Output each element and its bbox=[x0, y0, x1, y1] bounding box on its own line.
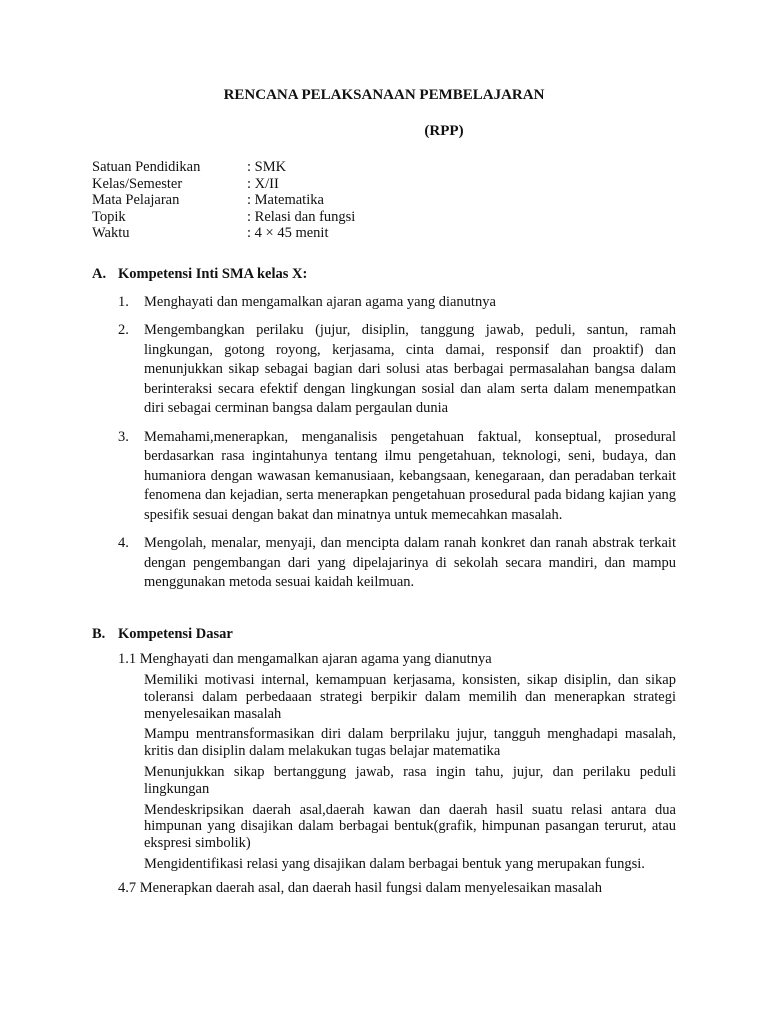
list-item: Menunjukkan sikap bertanggung jawab, rasa ingin tahu, jujur, dan perilaku peduli lingkungan bbox=[144, 763, 676, 797]
list-item: Memiliki motivasi internal, kemampuan kerjasama, konsisten, sikap disiplin, dan sikap toleransi dalam perbedaaan strategi berpikir dalam memilih dan menerapkan strategi menyelesaikan masalah bbox=[144, 671, 676, 722]
section-letter: A. bbox=[92, 265, 107, 282]
meta-row-waktu bbox=[92, 225, 676, 242]
item-number: 2. bbox=[118, 322, 129, 339]
document-title: RENCANA PELAKSANAAN PEMBELAJARAN bbox=[223, 87, 545, 103]
meta-key: Satuan Pendidikan bbox=[92, 159, 201, 175]
item-number: 3. bbox=[118, 428, 129, 445]
document-subtitle: (RPP) bbox=[424, 123, 464, 139]
item-text: Mengolah, menalar, menyaji, dan mencipta dalam ranah konkret dan ranah abstrak terkait dengan pengembangan dari yang dipelajarinya di sekolah secara mandiri, dan mampu menggunakan metoda sesuai kaidah keilmuan. bbox=[144, 535, 676, 591]
section-a-heading bbox=[92, 265, 676, 284]
list-item bbox=[118, 321, 676, 419]
meta-key: Topik bbox=[92, 208, 126, 225]
item-text: Mengembangkan perilaku (jujur, disiplin, tanggung jawab, peduli, santun, ramah lingkungan, gotong royong, kerjasama, cinta damai, responsif dan proaktif) dan menunjukkan sikap sebagai bagian dari solusi atas berbagai permasalahan bangsa dalam berinteraksi secara efektif dengan lingkungan sosial dan alam serta dalam menempatkan diri sebagai cerminan bangsa dalam pergaulan dunia bbox=[144, 322, 676, 417]
meta-row-topik bbox=[92, 209, 676, 226]
meta-value: : 4 × 45 menit bbox=[247, 225, 329, 242]
list-item bbox=[118, 293, 676, 313]
meta-row-mapel bbox=[92, 192, 676, 209]
meta-value: : SMK bbox=[247, 159, 287, 175]
section-b-heading bbox=[92, 625, 676, 644]
list-item: Mendeskripsikan daerah asal,daerah kawan dan daerah hasil suatu relasi antara dua himpunan yang disajikan dalam berbagai bentuk(grafik, himpunan pasangan terurut, atau ekspresi simbolik) bbox=[144, 801, 676, 852]
item-text: Memahami,menerapkan, menganalisis pengetahuan faktual, konseptual, prosedural berdasarkan rasa ingintahunya tentang ilmu pengetahuan, teknologi, seni, budaya, dan humaniora dengan wawasan kemanusiaan, kebangsaan, kenegaraan, dan peradaban terkait fenomena dan kejadian, serta menerapkan pengetahuan prosedural pada bidang kajian yang spesifik sesuai dengan bakat dan minatnya untuk memecahkan masalah. bbox=[144, 428, 676, 523]
item-text: Menghayati dan mengamalkan ajaran agama yang dianutnya bbox=[144, 293, 496, 310]
kompetensi-dasar-block bbox=[92, 650, 676, 898]
list-item: Mengidentifikasi relasi yang disajikan dalam berbagai bentuk yang merupakan fungsi. bbox=[144, 855, 645, 872]
meta-key: Kelas/Semester bbox=[92, 175, 183, 192]
kd-sub-list bbox=[118, 672, 676, 873]
section-title: Kompetensi Dasar bbox=[118, 625, 233, 642]
item-number: 1. bbox=[118, 293, 129, 310]
item-number: 4. bbox=[118, 535, 129, 552]
kd-point-4-7: 4.7 Menerapkan daerah asal, dan daerah hasil fungsi dalam menyelesaikan masalah bbox=[118, 879, 602, 896]
list-item: Mampu mentransformasikan diri dalam berprilaku jujur, tangguh menghadapi masalah, kritis dan disiplin dalam melakukan tugas belajar matematika bbox=[144, 726, 676, 760]
identity-table bbox=[92, 159, 676, 242]
meta-key: Mata Pelajaran bbox=[92, 192, 180, 209]
section-title: Kompetensi Inti SMA kelas X: bbox=[118, 265, 308, 282]
meta-key: Waktu bbox=[92, 225, 130, 242]
section-letter: B. bbox=[92, 625, 106, 642]
meta-row-kelas bbox=[92, 176, 676, 193]
list-item bbox=[118, 534, 676, 593]
kompetensi-inti-list bbox=[92, 293, 676, 593]
list-item bbox=[118, 428, 676, 526]
meta-value: : X/II bbox=[247, 175, 279, 192]
meta-value: : Matematika bbox=[247, 192, 324, 209]
meta-value: : Relasi dan fungsi bbox=[247, 208, 356, 225]
kd-point-1-1: 1.1 Menghayati dan mengamalkan ajaran agama yang dianutnya bbox=[118, 650, 492, 667]
meta-row-satuan bbox=[92, 159, 676, 176]
